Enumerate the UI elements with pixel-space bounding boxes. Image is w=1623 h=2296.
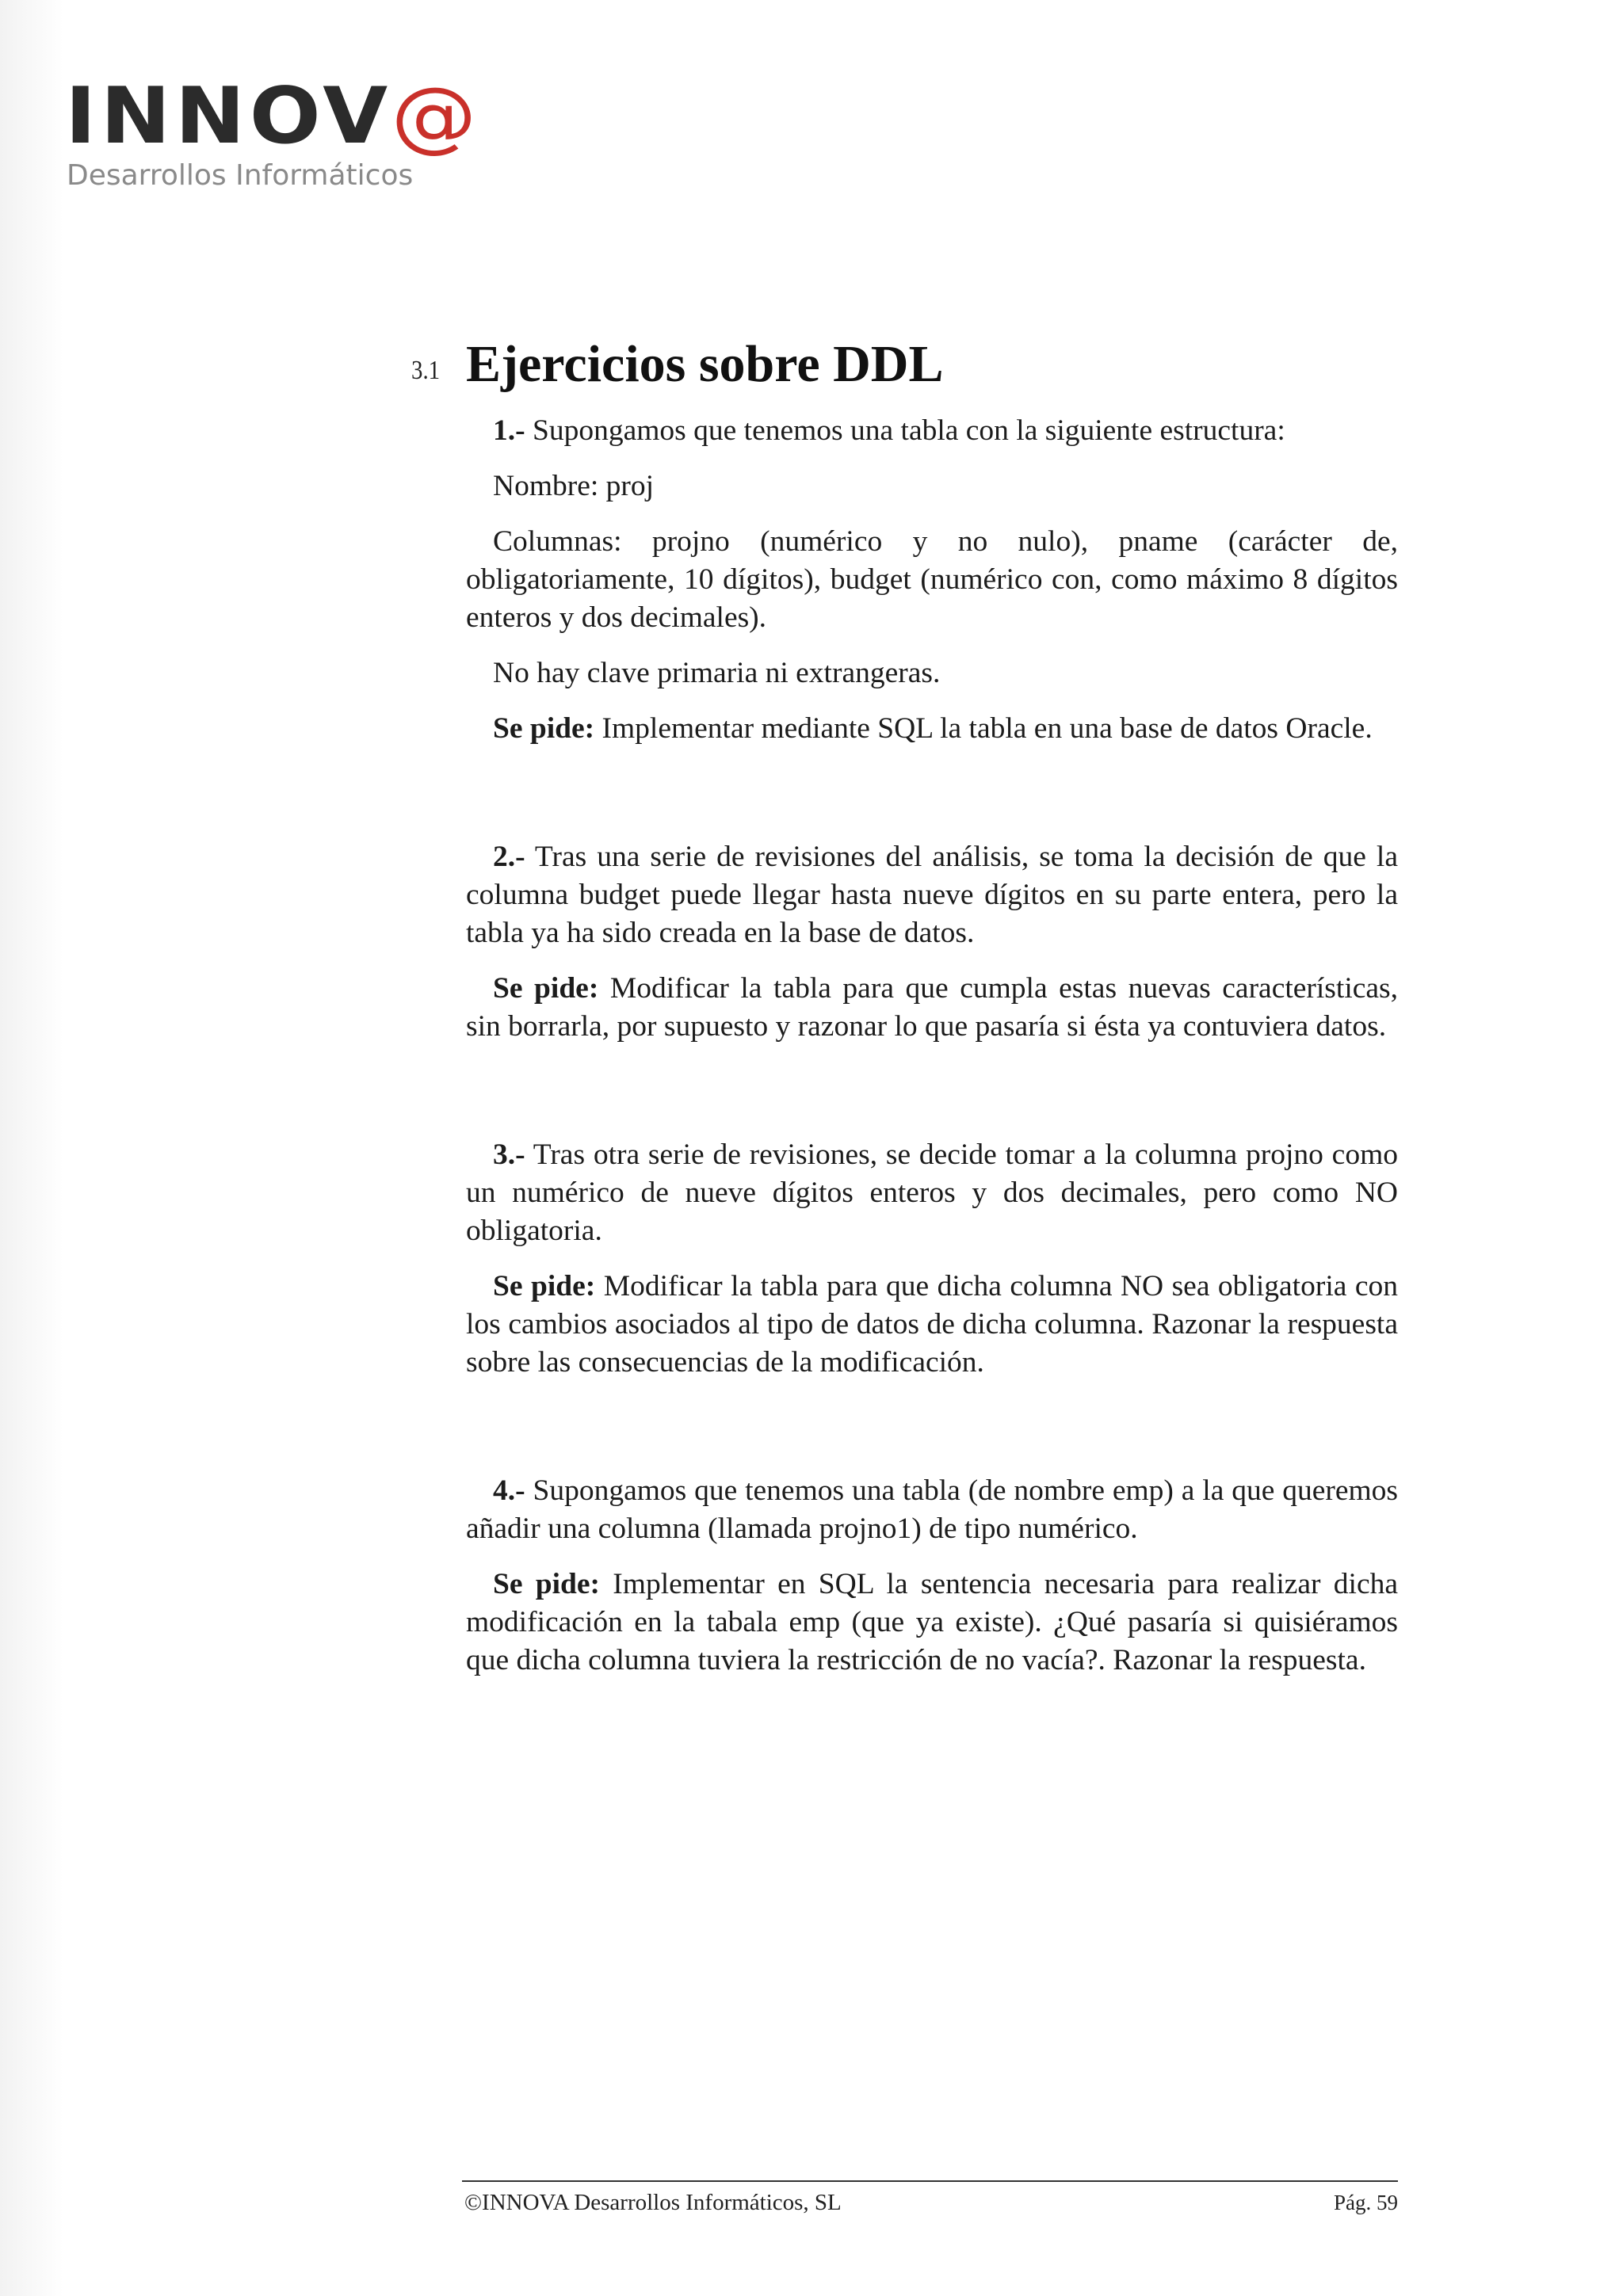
- task-label: Se pide:: [493, 972, 599, 1005]
- exercise-2-task: [466, 970, 1398, 1046]
- exercise-3-task: [466, 1268, 1398, 1382]
- section-title: Ejercicios sobre DDL: [466, 335, 944, 393]
- footer-page-number: Pág. 59: [1334, 2191, 1398, 2214]
- exercise-text: Supongamos que tenemos una tabla con la siguiente estructura:: [525, 414, 1285, 447]
- exercise-1-detail-keys: No hay clave primaria ni extrangeras.: [493, 657, 941, 689]
- exercise-3-intro: [466, 1136, 1398, 1250]
- task-text: Implementar en SQL la sentencia necesaria para realizar dicha modificación en la tabala emp (que ya existe). ¿Qué pasaría si quisiéramos que dicha columna tuviera la restricción de no vacía?. Razonar la respuesta.: [466, 1568, 1398, 1676]
- exercise-2-intro: [466, 838, 1398, 952]
- spacer: [466, 765, 1398, 838]
- exercise-1-detail-name: Nombre: proj: [493, 470, 655, 502]
- company-logo: [65, 73, 477, 200]
- exercise-list: [466, 412, 1398, 1697]
- task-label: Se pide:: [493, 712, 595, 745]
- exercise-1-task: [466, 710, 1398, 748]
- exercise-4-intro: [466, 1472, 1398, 1548]
- logo-at-symbol: @: [391, 71, 477, 162]
- task-text: Implementar mediante SQL la tabla en una base de datos Oracle.: [594, 712, 1373, 745]
- task-text: Modificar la tabla para que cumpla estas nuevas características, sin borrarla, por supuesto y razonar lo que pasaría si ésta ya contuviera datos.: [466, 972, 1398, 1043]
- task-label: Se pide:: [493, 1270, 596, 1302]
- exercise-number: 3.-: [493, 1138, 525, 1171]
- task-text: Modificar la tabla para que dicha columna NO sea obligatoria con los cambios asociados al tipo de datos de dicha columna. Razonar la respuesta sobre las consecuencias de la modificación.: [466, 1270, 1399, 1379]
- exercise-text: Tras una serie de revisiones del análisis, se toma la decisión de que la columna budget puede llegar hasta nueve dígitos en su parte entera, pero la tabla ya ha sido creada en la base de datos.: [466, 841, 1398, 949]
- exercise-1-intro: [466, 412, 1398, 450]
- exercise-text: Tras otra serie de revisiones, se decide tomar a la columna projno como un numérico de nueve dígitos enteros y dos decimales, pero como NO obligatoria.: [466, 1138, 1398, 1247]
- spacer: [466, 1063, 1398, 1136]
- logo-subtitle: Desarrollos Informáticos: [67, 159, 414, 192]
- exercise-4-task: [466, 1566, 1398, 1680]
- exercise-1-detail-columns: Columnas: projno (numérico y no nulo), pname (carácter de, obligatoriamente, 10 dígitos), budget (numérico con, como máximo 8 dígitos enteros y dos decimales).: [466, 525, 1398, 634]
- logo-wordmark: [65, 73, 475, 160]
- exercise-number: 4.-: [493, 1474, 525, 1507]
- footer-divider: [462, 2180, 1398, 2182]
- footer-copyright: ©INNOVA Desarrollos Informáticos, SL: [464, 2190, 842, 2215]
- logo-word: INNOV: [65, 71, 392, 162]
- spacer: [466, 1399, 1398, 1472]
- exercise-number: 1.-: [493, 414, 525, 447]
- exercise-number: 2.-: [493, 841, 525, 873]
- section-number: 3.1: [411, 356, 441, 385]
- task-label: Se pide:: [493, 1568, 601, 1600]
- exercise-text: Supongamos que tenemos una tabla (de nombre emp) a la que queremos añadir una columna (llamada projno1) de tipo numérico.: [466, 1474, 1398, 1545]
- scan-edge-shadow: [0, 0, 63, 2296]
